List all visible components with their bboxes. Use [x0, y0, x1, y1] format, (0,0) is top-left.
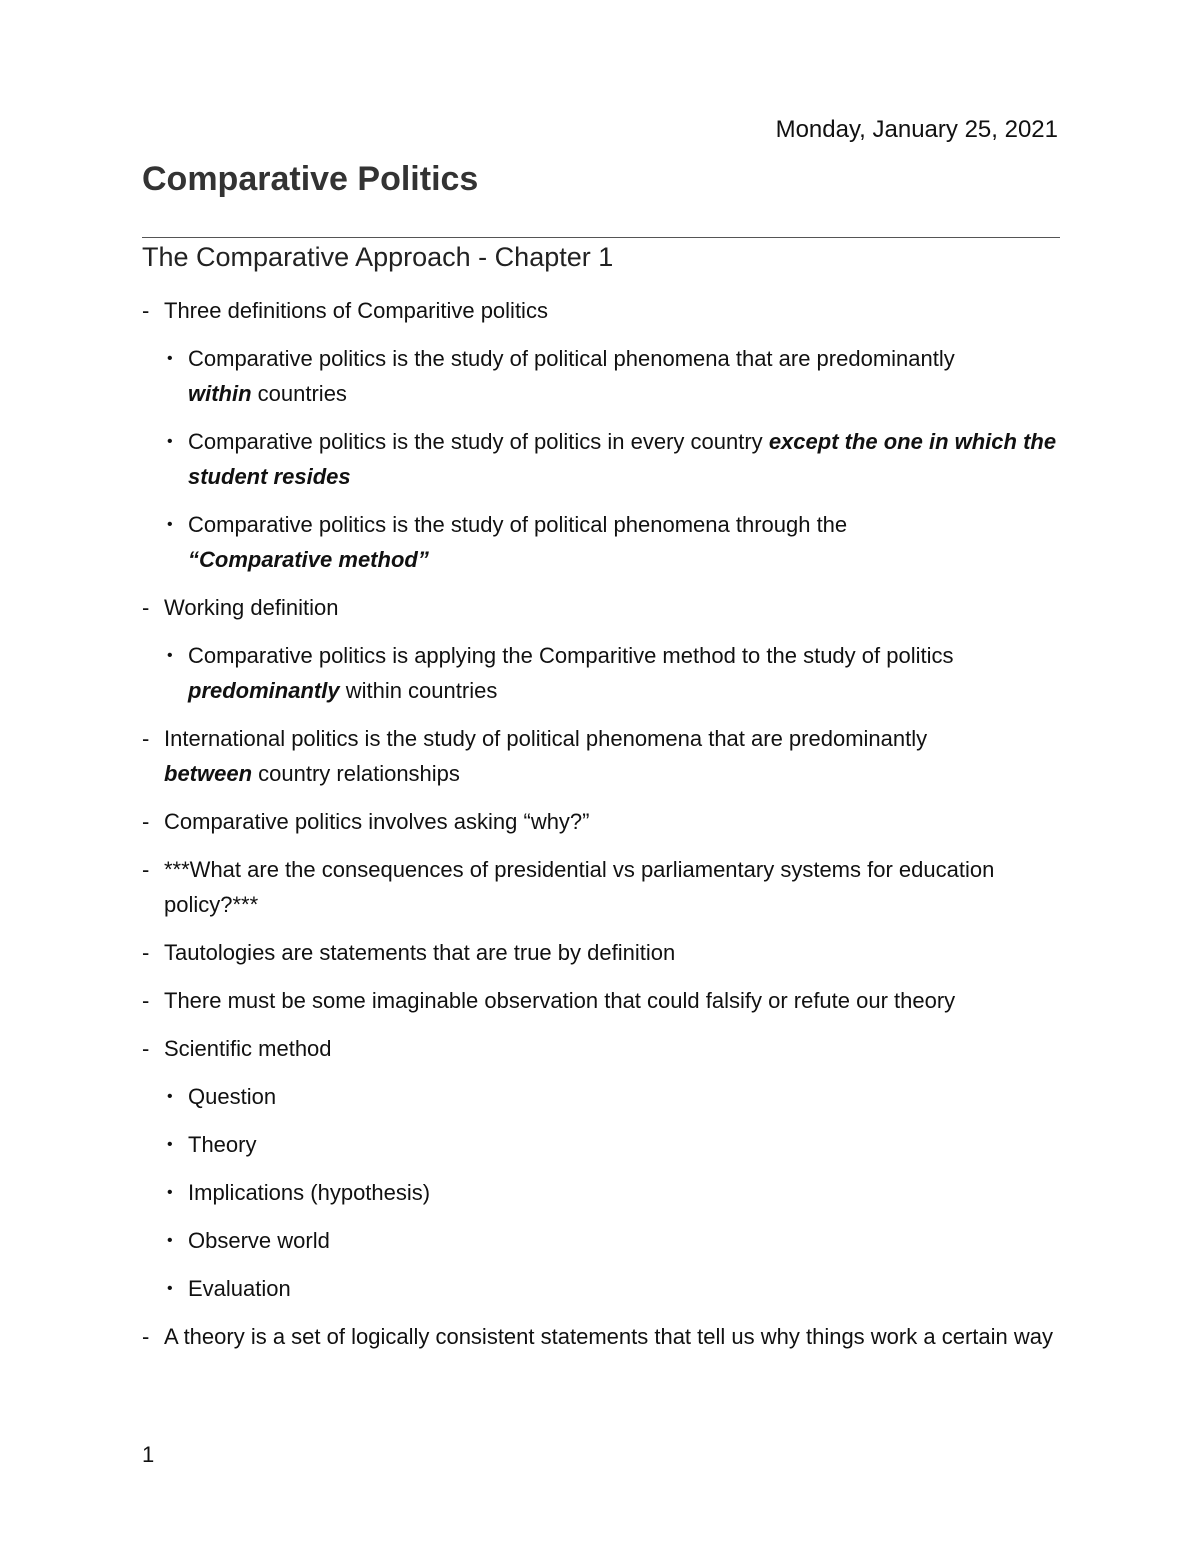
- bullet-marker: •: [167, 1280, 173, 1297]
- bullet-marker: •: [167, 647, 173, 664]
- list-item: [142, 721, 1062, 791]
- list-item: [142, 424, 1062, 494]
- list-item-text: countries: [251, 381, 347, 406]
- bullet-marker: •: [167, 516, 173, 533]
- list-item: [142, 1319, 1062, 1354]
- bullet-marker: •: [167, 1232, 173, 1249]
- list-item-text: Scientific method: [164, 1036, 332, 1061]
- list-item-text: Three definitions of Comparitive politics: [164, 298, 548, 323]
- dash-marker: -: [142, 809, 150, 834]
- list-item-text: Tautologies are statements that are true by definition: [164, 940, 676, 965]
- section-heading: The Comparative Approach - Chapter 1: [142, 242, 614, 272]
- emphasis-text: between: [164, 761, 253, 786]
- page-number: 1: [142, 1442, 155, 1467]
- list-item: [142, 1223, 1062, 1258]
- title-divider: [142, 237, 1060, 238]
- dash-marker: -: [142, 940, 150, 965]
- dash-marker: -: [142, 595, 150, 620]
- emphasis-text: within: [188, 381, 252, 406]
- list-item-text: Comparative politics involves asking “why?”: [164, 809, 590, 834]
- bullet-marker: •: [167, 1088, 173, 1105]
- bullet-marker: •: [167, 433, 173, 450]
- document-title: Comparative Politics: [142, 160, 479, 198]
- list-item: [142, 293, 1062, 328]
- list-item-text: Question: [188, 1084, 277, 1109]
- notes-list: [142, 293, 1062, 1367]
- list-item-text: Evaluation: [188, 1276, 291, 1301]
- emphasis-text: “Comparative method”: [188, 547, 429, 572]
- emphasis-text: predominantly: [188, 678, 340, 703]
- bullet-marker: •: [167, 1184, 173, 1201]
- list-item: [142, 983, 1062, 1018]
- dash-marker: -: [142, 857, 150, 882]
- list-item-text: within countries: [339, 678, 498, 703]
- list-item: [142, 1127, 1062, 1162]
- bullet-marker: •: [167, 350, 173, 367]
- dash-marker: -: [142, 726, 150, 751]
- list-item-text: Working definition: [164, 595, 339, 620]
- list-item-text: A theory is a set of logically consistent statements that tell us why things work a certain way: [164, 1324, 1053, 1349]
- list-item: [142, 1175, 1062, 1210]
- list-item-text: Comparative politics is the study of political phenomena that are predominantly: [188, 346, 955, 371]
- list-item-text: There must be some imaginable observation that could falsify or refute our theory: [164, 988, 956, 1013]
- list-item: [142, 1271, 1062, 1306]
- list-item: [142, 935, 1062, 970]
- list-item: [142, 638, 1062, 708]
- list-item: [142, 507, 1062, 577]
- bullet-marker: •: [167, 1136, 173, 1153]
- dash-marker: -: [142, 988, 150, 1013]
- list-item: [142, 804, 1062, 839]
- list-item-text: country relationships: [252, 761, 460, 786]
- list-item: [142, 341, 1062, 411]
- emphasis-text: except the one in which the student resides: [188, 429, 1057, 489]
- list-item-text: Comparative politics is the study of politics in every country: [188, 429, 769, 454]
- list-item: [142, 590, 1062, 625]
- list-item-text: Theory: [188, 1132, 257, 1157]
- list-item-text: ***What are the consequences of presidential vs parliamentary systems for education policy?***: [164, 857, 995, 917]
- list-item-text: Implications (hypothesis): [188, 1180, 431, 1205]
- dash-marker: -: [142, 298, 150, 323]
- dash-marker: -: [142, 1324, 150, 1349]
- list-item: [142, 1031, 1062, 1066]
- list-item: [142, 852, 1062, 922]
- list-item-text: Observe world: [188, 1228, 330, 1253]
- dash-marker: -: [142, 1036, 150, 1061]
- list-item: [142, 1079, 1062, 1114]
- list-item-text: Comparative politics is the study of political phenomena through the: [188, 512, 848, 537]
- list-item-text: International politics is the study of political phenomena that are predominantly: [164, 726, 928, 751]
- document-date: Monday, January 25, 2021: [775, 116, 1058, 143]
- list-item-text: Comparative politics is applying the Comparitive method to the study of politics: [188, 643, 954, 668]
